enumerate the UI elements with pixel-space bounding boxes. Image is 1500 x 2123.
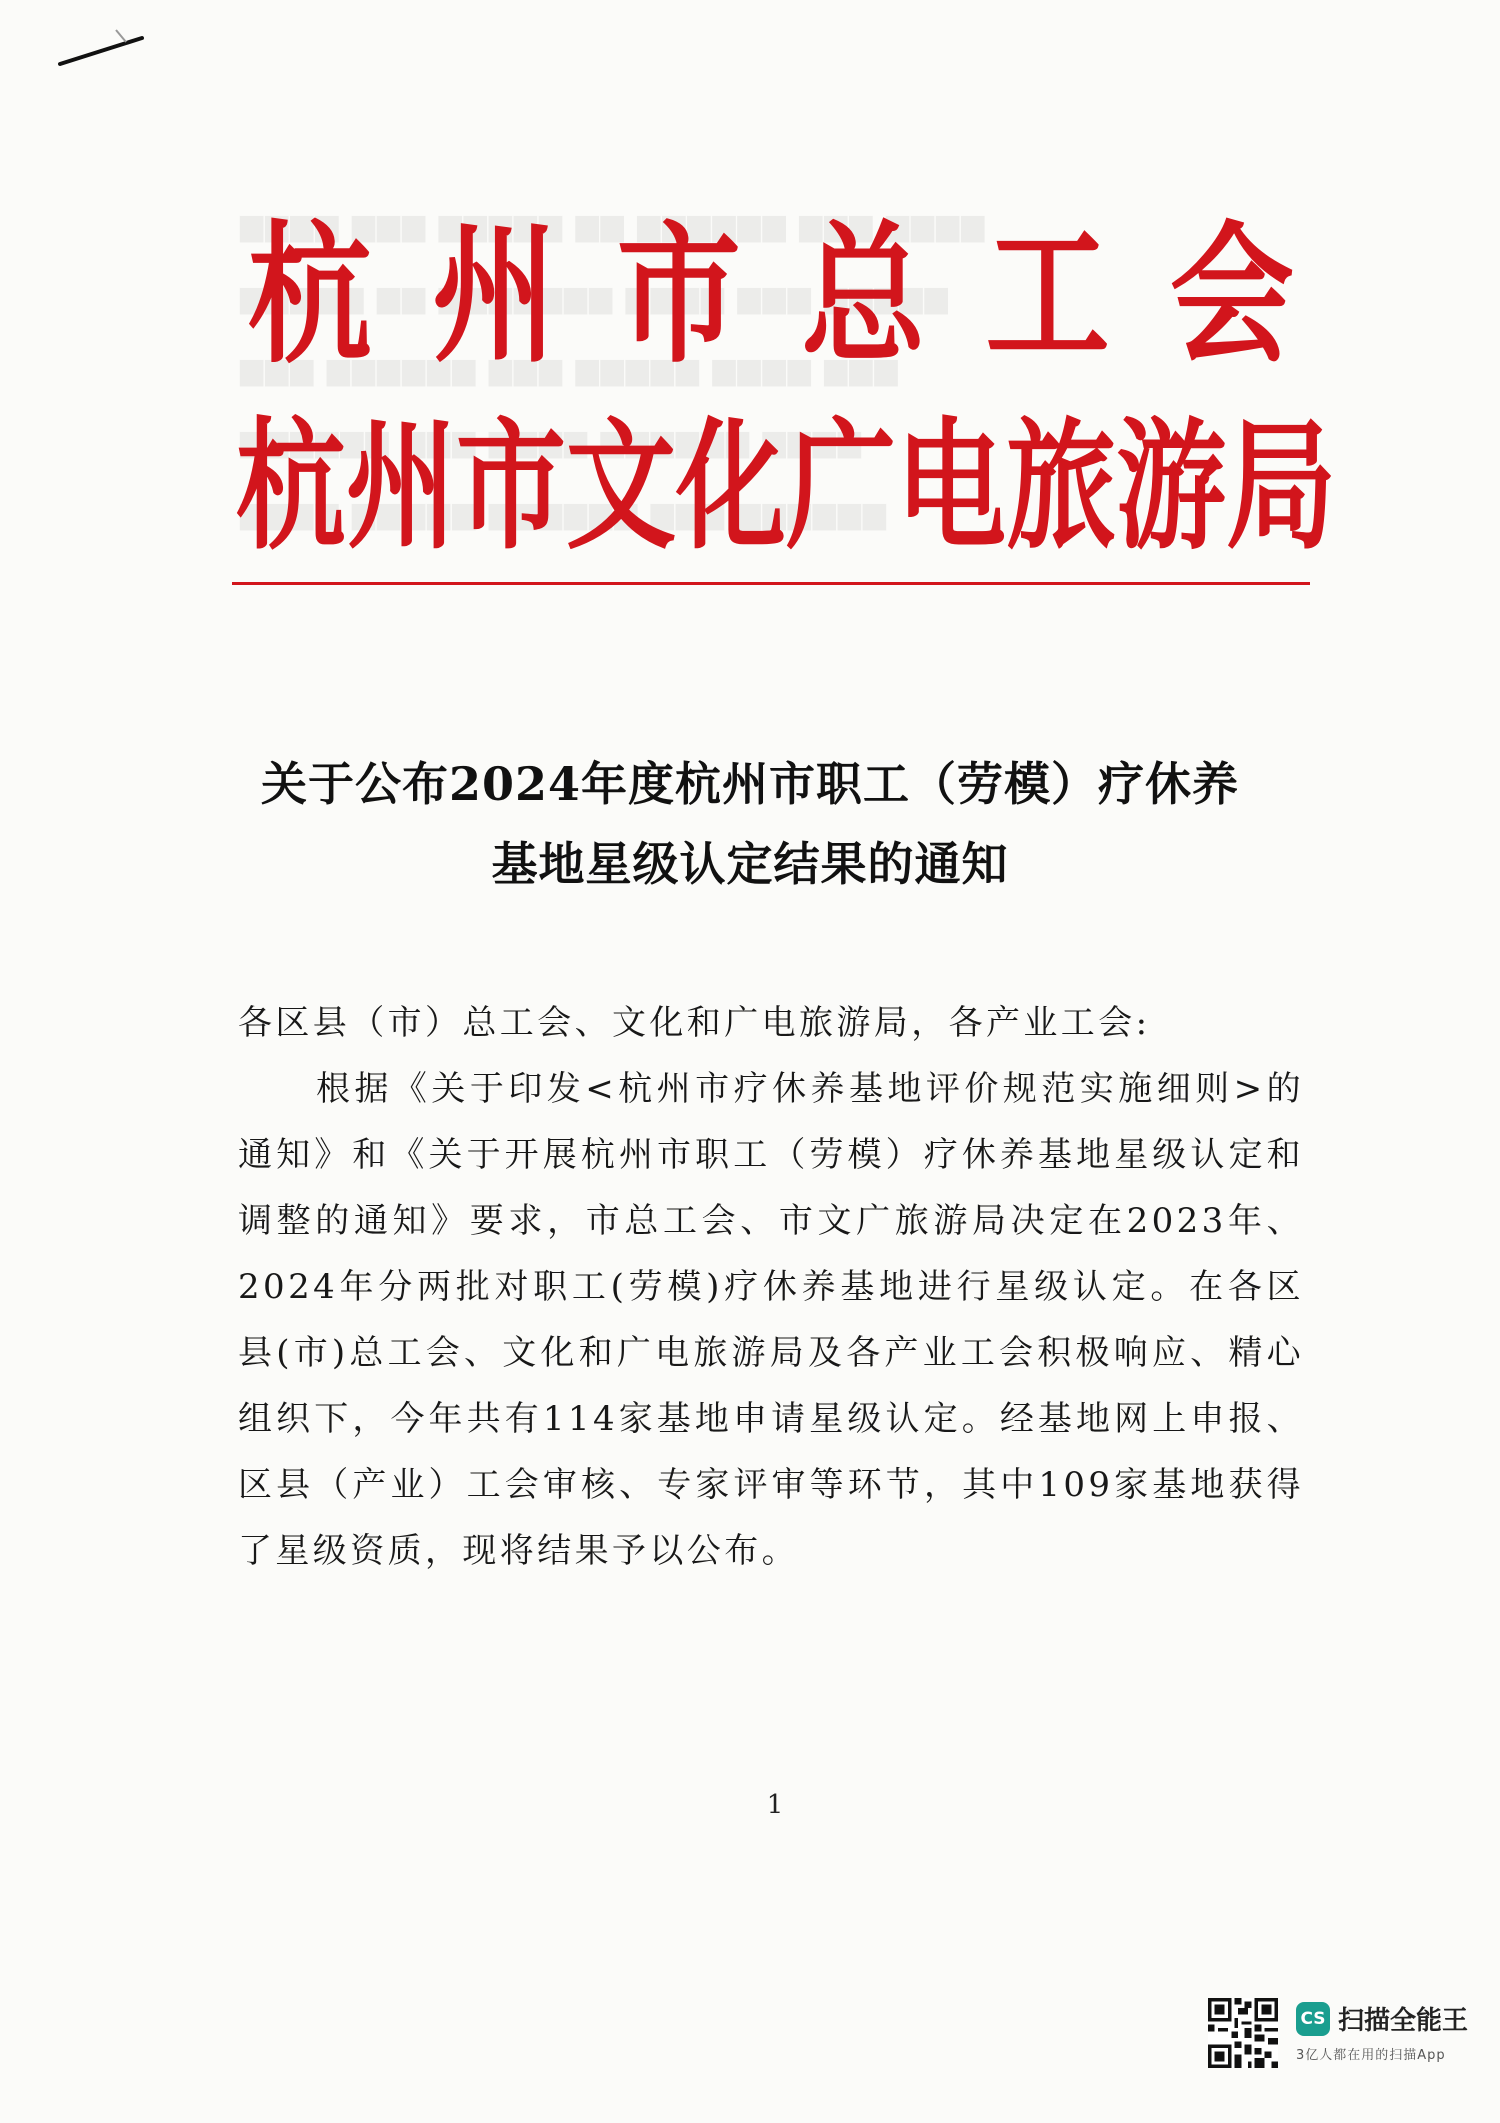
header-char: 旅 — [1006, 404, 1116, 569]
pen-stroke-mark — [56, 12, 146, 72]
body-paragraph: 根据《关于印发<杭州市疗休养基地评价规范实施细则>的通知》和《关于开展杭州市职工（劳模）疗休养基地星级认定和调整的通知》要求，市总工会、市文广旅游局决定在2023年、2024年分两批对职工(劳模)疗休养基地进行星级认定。在各区县(市)总工会、文化和广电旅游局及各产业工会积极响应、精心组织下，今年共有114家基地申请星级认定。经基地网上申报、区县（产业）工会审核、专家评审等环节，其中109家基地获得了星级资质，现将结果予以公布。 — [238, 1069, 1304, 1571]
scanner-app-name: 扫描全能王 — [1338, 2006, 1469, 2036]
header-char: 工 — [985, 208, 1110, 385]
header-char: 游 — [1116, 404, 1226, 569]
document-title-line-1: 关于公布2024年度杭州市职工（劳模）疗休养 — [260, 757, 1240, 811]
header-char: 化 — [676, 404, 786, 569]
qr-code-icon — [1208, 1998, 1278, 2068]
header-char: 会 — [1169, 208, 1294, 385]
salutation: 各区县（市）总工会、文化和广电旅游局，各产业工会: — [238, 1003, 1151, 1043]
header-char: 文 — [566, 404, 676, 569]
issuer-header-culture-bureau — [236, 400, 1336, 569]
header-char: 局 — [1226, 404, 1336, 569]
bleed-through-texture: ▆▆▆▆ ▆▆▆ ▆▆▆▆▆ ▆▆ ▆▆▆▆▆▆ ▆▆▆ ▆▆▆▆ ▆▆▆▆▆ ▆▆ ▆▆▆▆▆▆▆ ▆▆▆▆ ▆▆▆ ▆▆▆▆▆ ▆▆▆ ▆▆▆▆▆▆ ▆▆▆ ▆▆▆▆▆ ▆▆▆▆ ▆▆▆ ▆▆▆▆▆▆ ▆▆▆ ▆▆▆▆ ▆▆▆▆▆▆ ▆▆▆▆ ▆▆▆▆ ▆▆▆▆▆ ▆▆▆▆▆▆ ▆▆▆ ▆▆▆▆▆▆ — [240, 208, 987, 531]
issuer-header-union — [236, 208, 1306, 385]
document-title-line-2: 基地星级认定结果的通知 — [491, 837, 1009, 891]
header-char: 杭 — [236, 404, 346, 569]
camscanner-logo-icon: CS — [1296, 2002, 1330, 2036]
red-header-divider — [232, 582, 1310, 585]
page-number: 1 — [766, 1790, 784, 1820]
header-char: 市 — [616, 208, 741, 385]
header-char: 市 — [456, 404, 566, 569]
scanner-app-tagline: 3亿人都在用的扫描App — [1296, 2048, 1446, 2063]
header-char: 电 — [896, 404, 1006, 569]
header-char: 杭 — [248, 208, 373, 385]
header-char: 总 — [801, 208, 926, 385]
header-char: 广 — [786, 404, 896, 569]
header-char: 州 — [346, 404, 456, 569]
header-char: 州 — [432, 208, 557, 385]
document-body — [238, 990, 1304, 1584]
scanner-watermark — [1208, 1998, 1488, 2088]
